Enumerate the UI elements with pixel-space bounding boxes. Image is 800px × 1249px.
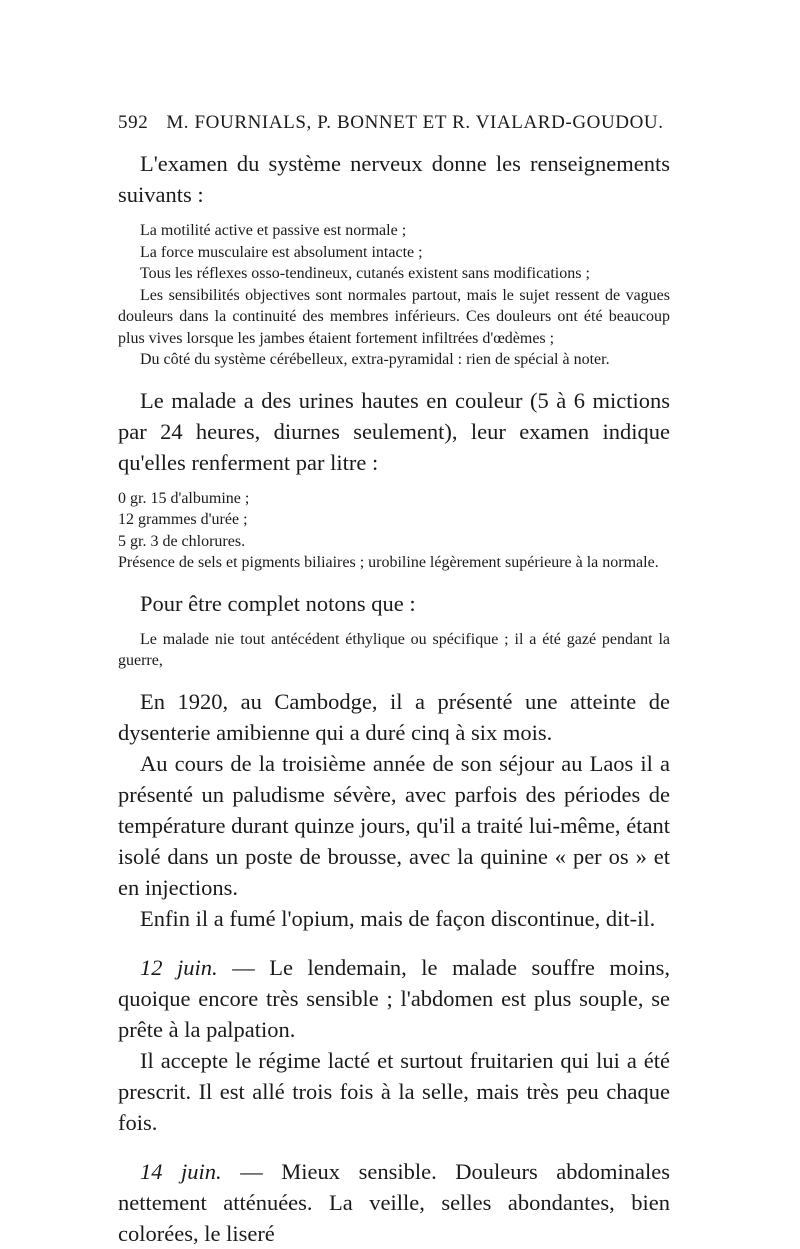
paragraph-dysentery: En 1920, au Cambodge, il a présenté une atteinte de dysenterie amibienne qui a duré cinq à six mois. — [118, 688, 670, 745]
text-june-12: — Le lendemain, le malade souffre moins, quoique encore très sensible ; l'abdomen est plus souple, se prête à la palpation. — [118, 954, 671, 1042]
running-header — [118, 112, 670, 134]
document-page — [118, 112, 670, 1249]
paragraph-urines: Le malade a des urines hautes en couleur (5 à 6 mictions par 24 heures, diurnes seulement), leur examen indique qu'elles renferment par litre : — [118, 387, 670, 475]
paragraph-june-14 — [118, 1156, 670, 1249]
date-june-14: 14 juin. — [140, 1158, 222, 1184]
paragraph-nervous-exam-intro: L'examen du système nerveux donne les renseignements suivants : — [118, 151, 670, 207]
paragraph-antecedents: Le malade nie tout antécédent éthylique ou spécifique ; il a été gazé pendant la guerre, — [118, 630, 670, 669]
paragraph-chlorides: 5 gr. 3 de chlorures. — [118, 532, 246, 550]
paragraph-sensibilities: Les sensibilités objectives sont normales partout, mais le sujet ressent de vagues douleurs dans la continuité des membres inférieurs. Ces douleurs ont été beaucoup plus vives lorsque les jambes étaient fortement infiltrées d'œdèmes ; — [118, 286, 670, 347]
paragraph-urea: 12 grammes d'urée ; — [118, 511, 248, 528]
paragraph-opium: Enfin il a fumé l'opium, mais de façon discontinue, dit-il. — [140, 905, 656, 931]
paragraph-motility: La motilité active et passive est normale ; — [140, 222, 407, 239]
paragraph-muscle-force: La force musculaire est absolument intacte ; — [140, 243, 423, 261]
paragraph-reflexes: Tous les réflexes osso-tendineux, cutanés existent sans modifications ; — [140, 265, 590, 282]
paragraph-completeness: Pour être complet notons que : — [140, 590, 416, 616]
paragraph-cerebellar: Du côté du système cérébelleux, extra-pyramidal : rien de spécial à noter. — [140, 351, 610, 368]
page-number: 592 — [118, 112, 149, 133]
paragraph-albumin: 0 gr. 15 d'albumine ; — [118, 489, 250, 507]
date-june-12: 12 juin. — [140, 954, 218, 980]
paragraph-diet: Il accepte le régime lacté et surtout fruitarien qui lui a été prescrit. Il est allé trois fois à la selle, mais très peu chaque fois. — [118, 1047, 670, 1135]
paragraph-bile-salts: Présence de sels et pigments biliaires ; urobiline légèrement supérieure à la normale. — [118, 554, 659, 571]
paragraph-malaria: Au cours de la troisième année de son séjour au Laos il a présenté un paludisme sévère, avec parfois des périodes de température durant quinze jours, qu'il a traité lui-même, étant isolé dans un poste de brousse, avec la quinine « per os » et en injections. — [118, 750, 670, 900]
paragraph-june-12 — [118, 952, 670, 1045]
text-june-14: — Mieux sensible. Douleurs abdominales nettement atténuées. La veille, selles abondantes, bien colorées, le liseré — [118, 1158, 671, 1246]
running-title: M. FOURNIALS, P. BONNET ET R. VIALARD-GOUDOU. — [166, 112, 664, 133]
